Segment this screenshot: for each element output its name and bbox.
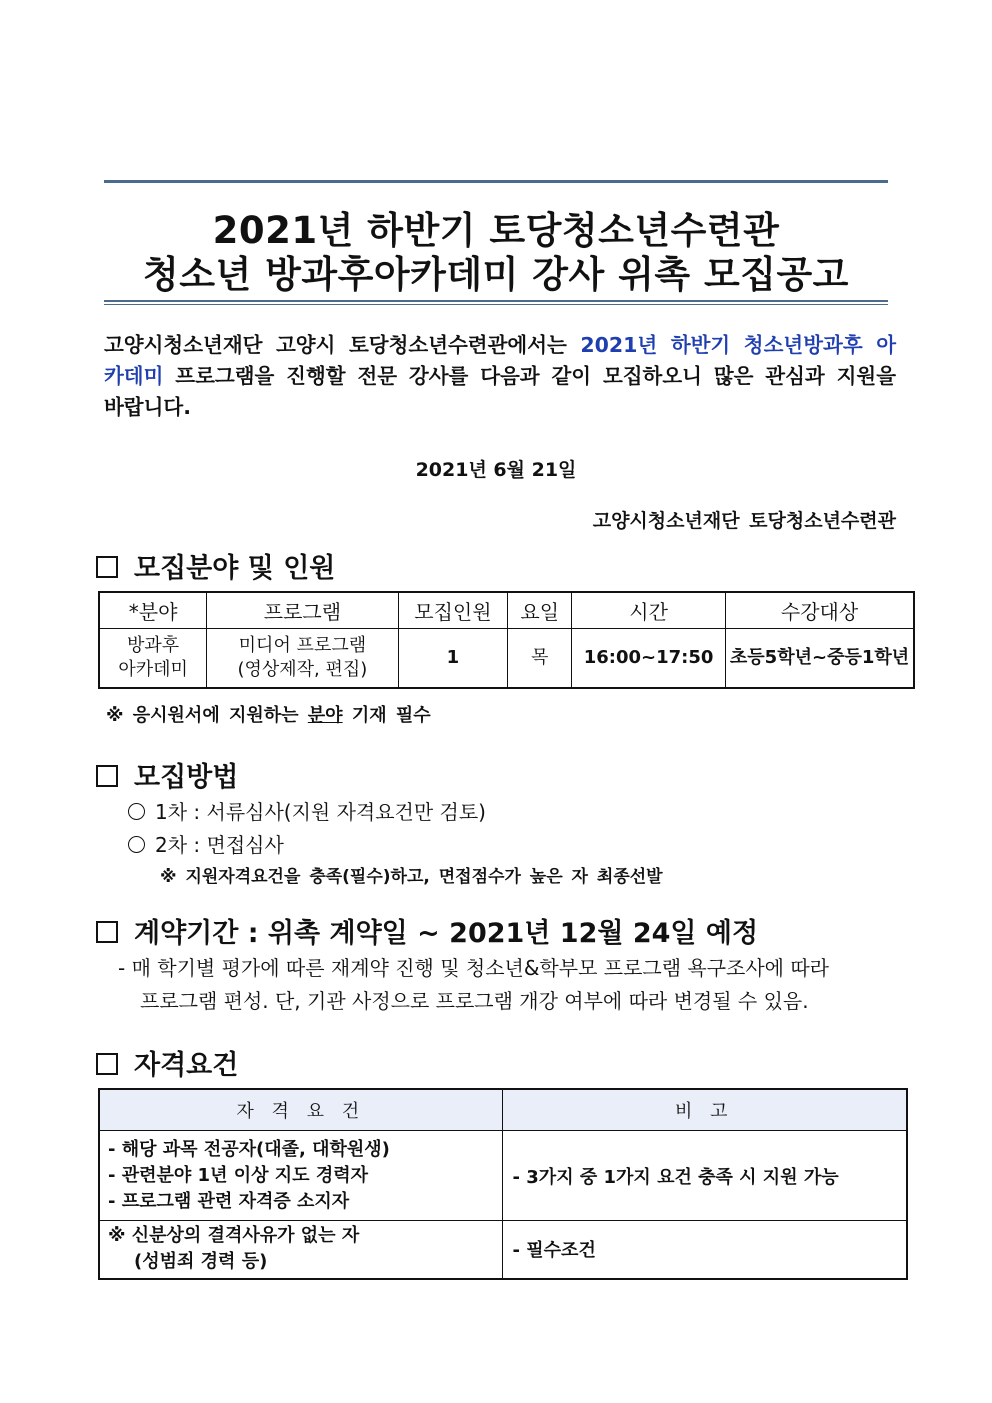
title-top-rule <box>104 178 888 183</box>
section-qualification-label: 자격요건 <box>134 1050 239 1081</box>
header-count: 모집인원 <box>398 592 508 629</box>
cell-field-line2: 아카데미 <box>118 659 188 680</box>
cell-field <box>99 629 207 689</box>
cell-time: 16:00~17:50 <box>572 629 726 689</box>
recruit-note-underlined: 분야 <box>307 705 343 726</box>
method-step1-text: 1차 : 서류심사(지원 자격요건만 검토) <box>155 800 486 824</box>
method-step2 <box>128 829 284 858</box>
cell-program-line2: (영상제작, 편집) <box>237 659 368 680</box>
method-step2-text: 2차 : 면접심사 <box>155 833 284 857</box>
section-contract-title <box>96 911 758 950</box>
checkbox-square-icon <box>96 765 118 787</box>
section-recruit-title <box>96 546 335 585</box>
method-note: ※ 지원자격요건을 충족(필수)하고, 면접점수가 높은 자 최종선발 <box>160 867 663 887</box>
intro-text-1: 고양시청소년재단 고양시 토당청소년수련관에서는 <box>104 333 581 357</box>
recruit-note-prefix: ※ 응시원서에 지원하는 <box>106 705 308 726</box>
qualification-table <box>98 1088 908 1280</box>
recruit-note <box>106 701 431 727</box>
header-day: 요일 <box>508 592 572 629</box>
qualification-item-2: - 관련분야 1년 이상 지도 경력자 <box>108 1164 368 1186</box>
circle-bullet-icon <box>128 836 145 853</box>
qualification-required <box>99 1221 502 1279</box>
checkbox-square-icon <box>96 921 118 943</box>
section-recruit-label: 모집분야 및 인원 <box>134 553 336 584</box>
qualification-item-3: - 프로그램 관련 자격증 소지자 <box>108 1190 350 1212</box>
cell-program-line1: 미디어 프로그램 <box>238 635 367 656</box>
header-field: *분야 <box>99 592 207 629</box>
intro-highlight-1: 2021년 하반기 청소년방과후 <box>580 333 863 357</box>
intro-text-2: 프로그램을 진행할 전문 강사를 다음과 같이 모집하오니 많은 관심과 지원을 바랍니다. <box>104 364 896 419</box>
qualification-required-line1: ※ 신분상의 결격사유가 없는 자 <box>108 1225 360 1247</box>
header-time: 시간 <box>572 592 726 629</box>
title-bottom-rule <box>104 300 888 305</box>
cell-count: 1 <box>398 629 508 689</box>
cell-target: 초등5학년~중등1학년 <box>726 629 914 689</box>
title-block <box>104 178 888 308</box>
header-remarks: 비 고 <box>502 1089 907 1131</box>
qualification-required-line2: (성범죄 경력 등) <box>134 1251 268 1273</box>
intro-highlight-2: 아카데미 <box>104 333 897 388</box>
section-contract-label: 계약기간 : 위촉 계약일 ~ 2021년 12월 24일 예정 <box>134 918 759 949</box>
header-target: 수강대상 <box>726 592 914 629</box>
recruit-note-suffix: 기재 필수 <box>342 705 431 726</box>
recruit-table <box>98 591 915 689</box>
page-title-line2: 청소년 방과후아카데미 강사 위촉 모집공고 <box>143 253 849 296</box>
contract-line2: 프로그램 편성. 단, 기관 사정으로 프로그램 개강 여부에 따라 변경될 수 있음. <box>140 989 809 1013</box>
qualification-item-1: - 해당 과목 전공자(대졸, 대학원생) <box>108 1138 390 1160</box>
contract-body <box>118 952 898 1018</box>
table-row <box>99 1131 907 1221</box>
qualification-items <box>99 1131 502 1221</box>
checkbox-square-icon <box>96 1053 118 1075</box>
qualification-table-header <box>99 1089 907 1131</box>
method-step1 <box>128 796 486 825</box>
contract-line1: - 매 학기별 평가에 따른 재계약 진행 및 청소년&학부모 프로그램 욕구조사에 따라 <box>118 956 829 980</box>
header-qualification: 자 격 요 건 <box>99 1089 502 1131</box>
cell-field-line1: 방과후 <box>127 635 180 656</box>
announcement-date: 2021년 6월 21일 <box>415 459 577 481</box>
cell-day: 목 <box>508 629 572 689</box>
checkbox-square-icon <box>96 556 118 578</box>
qualification-remark-2: - 필수조건 <box>502 1221 907 1279</box>
header-program: 프로그램 <box>207 592 398 629</box>
table-row <box>99 629 914 689</box>
organization-name: 고양시청소년재단 토당청소년수련관 <box>592 510 896 532</box>
recruit-table-header <box>99 592 914 629</box>
page-title-line1: 2021년 하반기 토당청소년수련관 <box>212 209 780 252</box>
section-qualification-title <box>96 1043 238 1082</box>
intro-paragraph <box>104 330 896 423</box>
circle-bullet-icon <box>128 803 145 820</box>
section-method-label: 모집방법 <box>134 762 239 793</box>
cell-program <box>207 629 398 689</box>
section-method-title <box>96 755 238 794</box>
qualification-remark-1: - 3가지 중 1가지 요건 충족 시 지원 가능 <box>502 1131 907 1221</box>
table-row <box>99 1221 907 1279</box>
